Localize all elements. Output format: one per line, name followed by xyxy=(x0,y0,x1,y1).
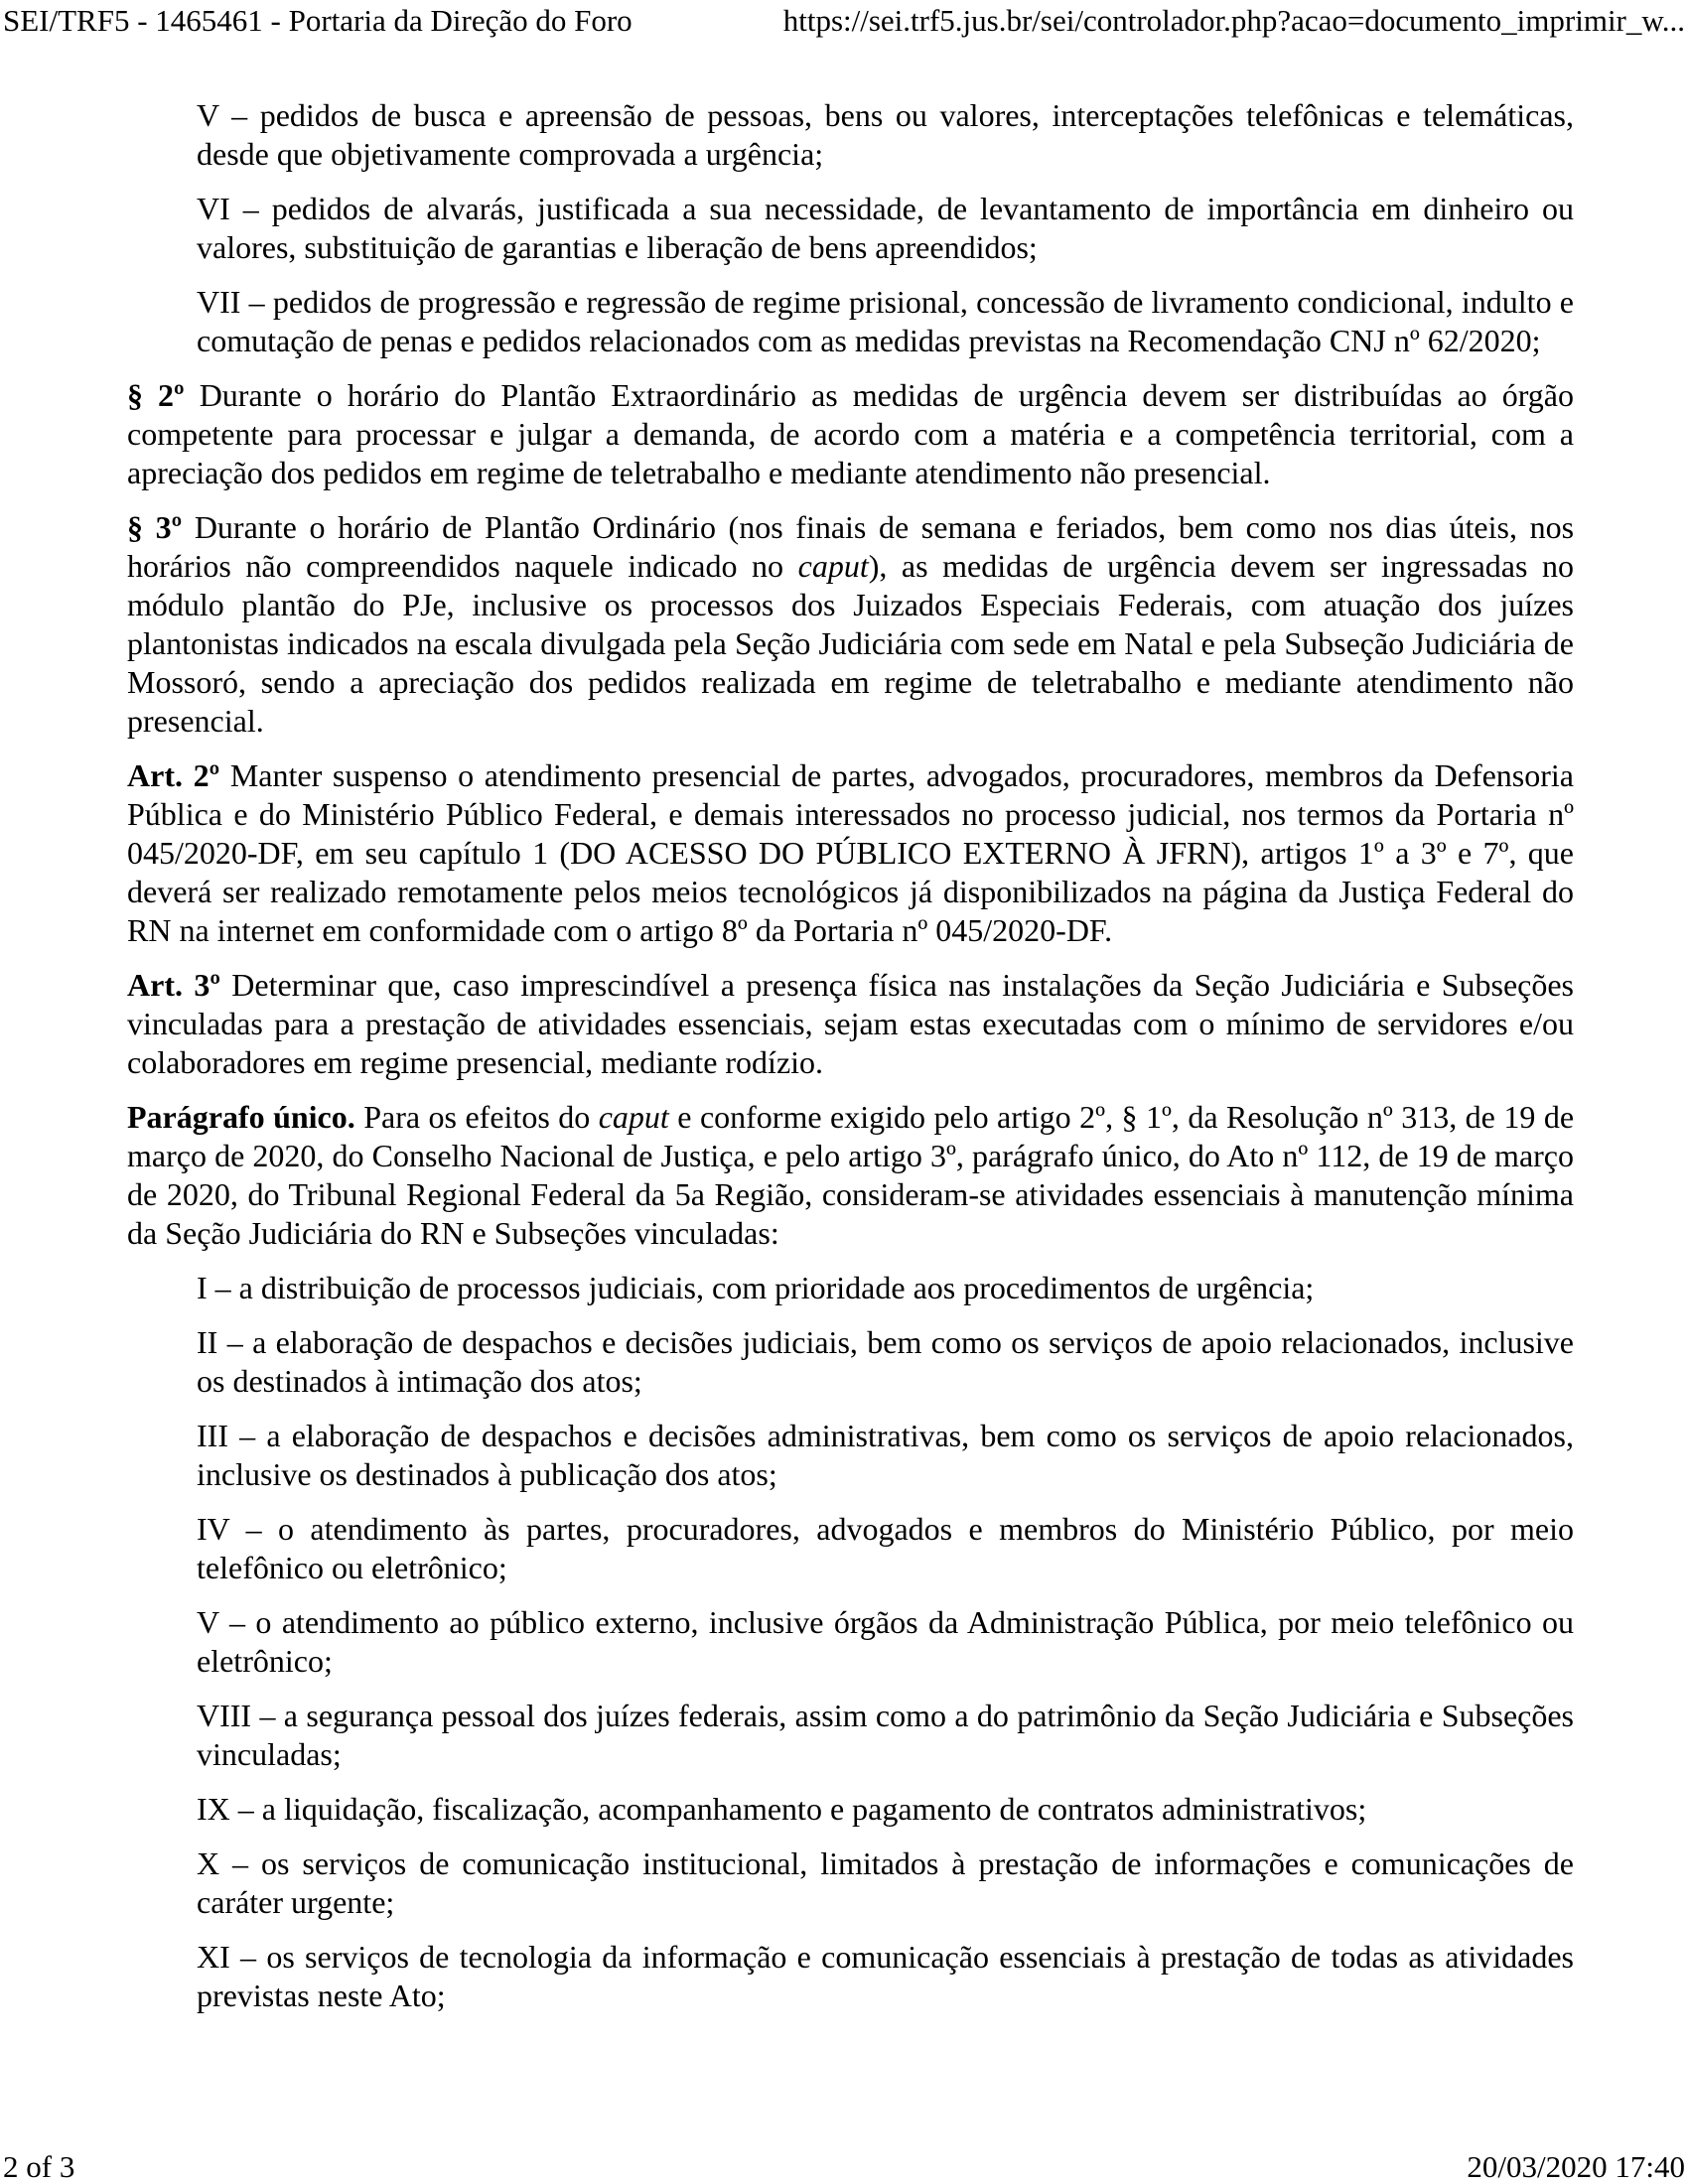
paragraph-3: § 3º Durante o horário de Plantão Ordinário (nos finais de semana e feriados, bem como nos dias úteis, nos horários não compreendidos naquele indicado no caput), as medidas de urgência devem ser ingressadas no módulo plantão do PJe, inclusive os processos dos Juizados Especiais Federais, com atuação dos juízes plantonistas indicados na escala divulgada pela Seção Judiciária com sede em Natal e pela Subseção Judiciária de Mossoró, sendo a apreciação dos pedidos realizada em regime de teletrabalho e mediante atendimento não presencial. xyxy=(127,509,1575,739)
caput-term: caput xyxy=(797,548,869,584)
footer-timestamp: 20/03/2020 17:40 xyxy=(1467,2149,1685,2184)
item-viii: VIII – a segurança pessoal dos juízes federais, assim como a do patrimônio da Seção Judiciária e Subseções vinculadas; xyxy=(197,1698,1574,1772)
item-iii: III – a elaboração de despachos e decisões administrativas, bem como os serviços de apoio relacionados, inclusive os destinados à publicação dos atos; xyxy=(197,1418,1574,1492)
sole-paragraph-lead: Parágrafo único. xyxy=(127,1099,355,1135)
item-vi: VI – pedidos de alvarás, justificada a sua necessidade, de levantamento de importância em dinheiro ou valores, substituição de garantias e liberação de bens apreendidos; xyxy=(197,191,1574,265)
item-ix: IX – a liquidação, fiscalização, acompanhamento e pagamento de contratos administrativos; xyxy=(197,1791,1367,1827)
page-footer xyxy=(3,2148,1685,2184)
article-2-lead: Art. 2º xyxy=(127,757,220,793)
document-body xyxy=(127,96,1574,2031)
item-iv: IV – o atendimento às partes, procuradores, advogados e membros do Ministério Público, por meio telefônico ou eletrônico; xyxy=(197,1511,1574,1585)
caput-term: caput xyxy=(598,1099,669,1135)
header-document-title: SEI/TRF5 - 1465461 - Portaria da Direção do Foro xyxy=(3,3,633,38)
item-x: X – os serviços de comunicação institucional, limitados à prestação de informações e comunicações de caráter urgente; xyxy=(197,1845,1574,1920)
article-3-lead: Art. 3º xyxy=(127,967,220,1003)
item-ii: II – a elaboração de despachos e decisões judiciais, bem como os serviços de apoio relacionados, inclusive os destinados à intimação dos atos; xyxy=(197,1324,1574,1399)
item-vii: VII – pedidos de progressão e regressão de regime prisional, concessão de livramento condicional, indulto e comutação de penas e pedidos relacionados com as medidas previstas na Recomendação CNJ nº 62/2020; xyxy=(197,284,1574,358)
header-source-url: https://sei.trf5.jus.br/sei/controlador.php?acao=documento_imprimir_w... xyxy=(782,3,1685,38)
item-i: I – a distribuição de processos judiciais, com prioridade aos procedimentos de urgência; xyxy=(197,1270,1315,1305)
item-v: V – pedidos de busca e apreensão de pessoas, bens ou valores, interceptações telefônicas e telemáticas, desde que objetivamente comprovada a urgência; xyxy=(197,97,1574,172)
footer-page-indicator: 2 of 3 xyxy=(3,2149,75,2184)
article-2: Art. 2º Manter suspenso o atendimento presencial de partes, advogados, procuradores, membros da Defensoria Pública e do Ministério Público Federal, e demais interessados no processo judicial, nos termos da Portaria nº 045/2020-DF, em seu capítulo 1 (DO ACESSO DO PÚBLICO EXTERNO À JFRN), artigos 1º a 3º e 7º, que deverá ser realizado remotamente pelos meios tecnológicos já disponibilizados na página da Justiça Federal do RN na internet em conformidade com o artigo 8º da Portaria nº 045/2020-DF. xyxy=(127,757,1575,948)
item-xi: XI – os serviços de tecnologia da informação e comunicação essenciais à prestação de todas as atividades previstas neste Ato; xyxy=(197,1939,1574,2013)
paragraph-2: § 2º Durante o horário do Plantão Extraordinário as medidas de urgência devem ser distribuídas ao órgão competente para processar e julgar a demanda, de acordo com a matéria e a competência territorial, com a apreciação dos pedidos em regime de teletrabalho e mediante atendimento não presencial. xyxy=(127,377,1575,490)
paragraph-3-lead: § 3º xyxy=(127,509,183,545)
sole-paragraph: Parágrafo único. Para os efeitos do caput e conforme exigido pelo artigo 2º, § 1º, da Resolução nº 313, de 19 de março de 2020, do Conselho Nacional de Justiça, e pelo artigo 3º, parágrafo único, do Ato nº 112, de 19 de março de 2020, do Tribunal Regional Federal da 5a Região, consideram-se atividades essenciais à manutenção mínima da Seção Judiciária do RN e Subseções vinculadas: xyxy=(127,1099,1575,1251)
page-header xyxy=(3,2,1685,39)
article-3: Art. 3º Determinar que, caso imprescindível a presença física nas instalações da Seção Judiciária e Subseções vinculadas para a prestação de atividades essenciais, sejam estas executadas com o mínimo de servidores e/ou colaboradores em regime presencial, mediante rodízio. xyxy=(127,967,1575,1080)
paragraph-2-lead: § 2º xyxy=(127,377,185,413)
item-v-essentials: V – o atendimento ao público externo, inclusive órgãos da Administração Pública, por meio telefônico ou eletrônico; xyxy=(197,1604,1574,1679)
